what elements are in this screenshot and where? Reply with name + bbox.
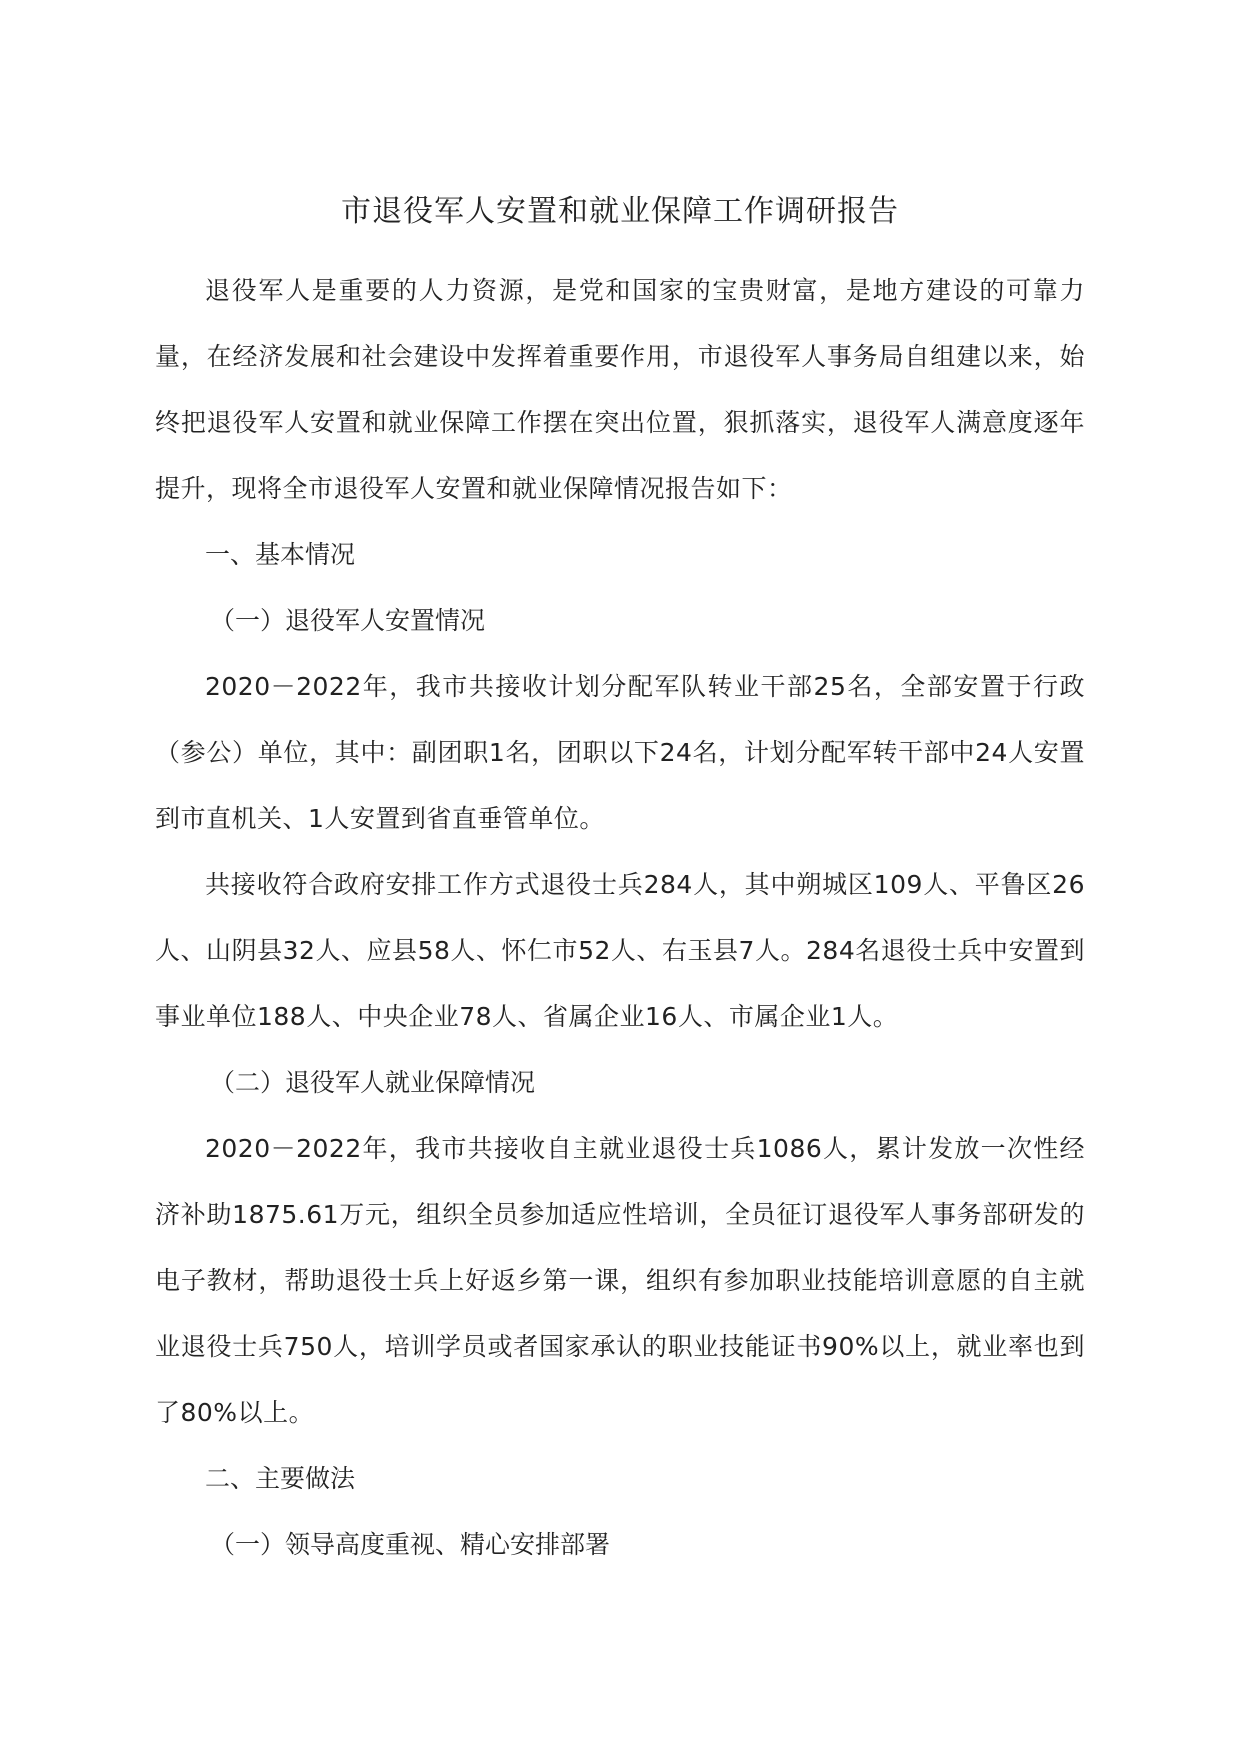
section-1-1-paragraph-1: 2020－2022年，我市共接收计划分配军队转业干部25名，全部安置于行政（参公）单位，其中：副团职1名，团职以下24名，计划分配军转干部中24人安置到市直机关、1人安置到省直垂管单位。 (155, 672, 1085, 833)
section-1-1-paragraph-2: 共接收符合政府安排工作方式退役士兵284人，其中朔城区109人、平鲁区26人、山阴县32人、应县58人、怀仁市52人、右玉县7人。284名退役士兵中安置到事业单位188人、中央企业78人、省属企业16人、市属企业1人。 (155, 870, 1085, 1031)
section-2-heading: 二、主要做法 (205, 1464, 356, 1493)
section-1-heading: 一、基本情况 (205, 540, 356, 569)
document-title: 市退役军人安置和就业保障工作调研报告 (341, 194, 899, 229)
intro-paragraph: 退役军人是重要的人力资源，是党和国家的宝贵财富，是地方建设的可靠力量，在经济发展和社会建设中发挥着重要作用，市退役军人事务局自组建以来，始终把退役军人安置和就业保障工作摆在突出位置，狠抓落实，退役军人满意度逐年提升，现将全市退役军人安置和就业保障情况报告如下： (155, 276, 1085, 503)
section-2-1-heading: （一）领导高度重视、精心安排部署 (210, 1530, 611, 1559)
section-1-2-paragraph-1: 2020－2022年，我市共接收自主就业退役士兵1086人，累计发放一次性经济补助1875.61万元，组织全员参加适应性培训，全员征订退役军人事务部研发的电子教材，帮助退役士兵上好返乡第一课，组织有参加职业技能培训意愿的自主就业退役士兵750人，培训学员或者国家承认的职业技能证书90%以上，就业率也到了80%以上。 (155, 1134, 1085, 1427)
document-body (155, 258, 1085, 1578)
section-1-2-heading: （二）退役军人就业保障情况 (210, 1068, 536, 1097)
section-1-1-heading: （一）退役军人安置情况 (210, 606, 486, 635)
